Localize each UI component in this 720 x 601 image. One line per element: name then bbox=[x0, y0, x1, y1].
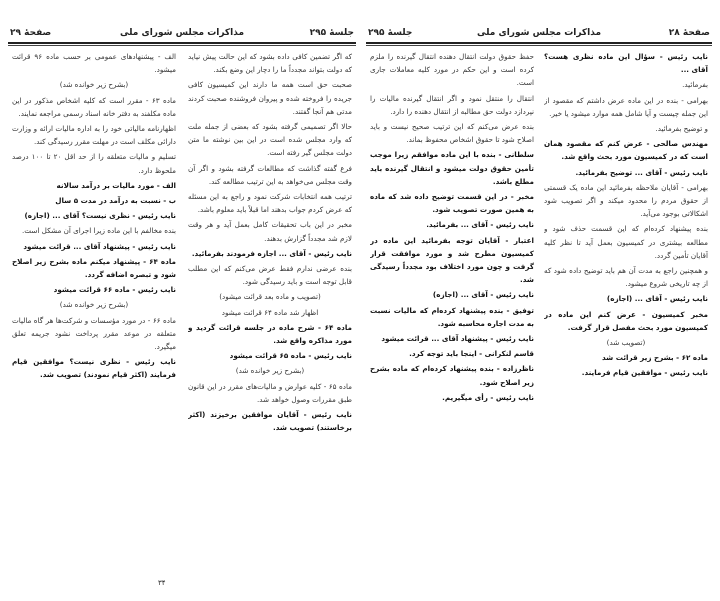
text-column-left bbox=[370, 50, 534, 593]
paragraph: بهرامی - آقایان ملاحظه بفرمائید این ماده یک قسمتی از حقوق مردم را محدود میکند و اگر تصویب شود اشکالاتی بوجود می‌آید. bbox=[544, 182, 708, 219]
text-column-left bbox=[12, 50, 176, 593]
paragraph: (تصویب شد) bbox=[606, 338, 646, 348]
speaker-paragraph: نایب رئیس - ماده ۶۵ قرائت میشود bbox=[229, 351, 352, 361]
speaker-paragraph: نایب رئیس - نظری نیست؟ آقای ... (اجازه) bbox=[24, 211, 176, 221]
text-column-right bbox=[188, 50, 352, 593]
paragraph: و همچنین راجع به مدت آن هم باید توضیح داده شود که از چه تاریخی شروع میشود. bbox=[544, 266, 708, 289]
session-number: جلسهٔ ۲۹۵ bbox=[368, 28, 413, 38]
paragraph: و توضیح بفرمائید. bbox=[655, 124, 708, 134]
paragraph: تسلیم و مالیات متعلقه را از حد اقل ۲۰ تا ۱۰۰ درصد ملحوظ دارد. bbox=[12, 152, 176, 175]
paragraph: بفرمائید. bbox=[682, 80, 708, 90]
paragraph: فرع گفته گذاشت که مطالعات گرفته بشود و اگر آن وقت مجلس می‌خواهد به این ترتیب مطالعه کند. bbox=[188, 163, 352, 186]
paragraph: ماده ۶۵ - کلیه عوارض و مالیات‌های مقرر در این قانون طبق مقررات وصول خواهد شد. bbox=[188, 381, 352, 404]
paragraph: بنده مخالفم با این ماده زیرا اجرای آن مشکل است. bbox=[22, 226, 176, 236]
speaker-paragraph: مخبر کمیسیون - عرض کنم این ماده در کمیسیون مورد بحث مفصل قرار گرفت. bbox=[544, 309, 708, 332]
paragraph: الف - پیشنهادهای عمومی بر حسب ماده ۹۶ قرائت میشود. bbox=[12, 52, 176, 75]
speaker-paragraph: اعتبار - آقایان توجه بفرمائید این ماده در کمیسیون مطرح شد و مورد موافقت قرار گرفت و چون مورد اختلاف بود مجدداً رسیدگی شد. bbox=[370, 235, 534, 285]
text-column-right bbox=[544, 50, 708, 593]
page-header bbox=[366, 28, 712, 42]
paragraph: بنده عرض می‌کنم که این ترتیب صحیح نیست و باید اصلاح شود تا حقوق اشخاص محفوظ بماند. bbox=[370, 122, 534, 145]
paragraph: بنده عرضی ندارم فقط عرض می‌کنم که این مطلب قابل توجه است و باید رسیدگی شود. bbox=[188, 264, 352, 287]
publication-title: مذاکرات مجلس شورای ملی bbox=[476, 28, 602, 38]
paragraph: صحبت حق است همه ما دارند این کمیسیون کافی جریده را فروخته شده و پیروان فروشنده صحبت کردند مدتی هم آنجا گفتند. bbox=[188, 80, 352, 116]
speaker-paragraph: مهندس صالحی - عرض کنم که مقصود همان است که در کمیسیون مورد بحث واقع شد. bbox=[544, 139, 708, 162]
paragraph: (بشرح زیر خوانده شد) bbox=[59, 80, 129, 90]
speaker-paragraph: نایب رئیس - آقای ... بفرمائید. bbox=[426, 220, 534, 230]
paragraph: (تصویب و ماده بعد قرائت میشود) bbox=[219, 292, 321, 302]
speaker-paragraph: نایب رئیس - آقایان موافقین برخیزند (اکثر برخاستند) تصویب شد. bbox=[188, 410, 352, 433]
speaker-paragraph: نایب رئیس - پیشنهاد آقای ... قرائت میشود bbox=[23, 241, 176, 251]
speaker-paragraph: نایب رئیس - آقای ... (اجازه) bbox=[606, 294, 708, 304]
speaker-paragraph: الف - مورد مالیات بر درآمد سالانه bbox=[56, 180, 176, 190]
header-rule bbox=[8, 42, 356, 46]
paragraph: حفظ حقوق دولت انتقال دهنده انتقال گیرنده را ملزم کرده است و این حکم در مورد کلیه معاملات جاری است. bbox=[370, 52, 534, 88]
left-page bbox=[8, 0, 356, 601]
speaker-paragraph: نایب رئیس - نظری نیست؟ موافقین قیام فرمایند (اکثر قیام نمودند) تصویب شد. bbox=[12, 357, 176, 380]
paragraph: اظهار شد ماده ۶۴ قرائت میشود bbox=[221, 307, 319, 317]
speaker-paragraph: ب - نسبت به درآمد در مدت ۵ سال bbox=[55, 196, 176, 206]
speaker-paragraph: نایب رئیس - پیشنهاد آقای ... قرائت میشود bbox=[381, 334, 534, 344]
session-number: جلسهٔ ۲۹۵ bbox=[309, 28, 354, 38]
page-number-header: صفحهٔ ۲۹ bbox=[10, 28, 52, 38]
paragraph: بهرامی - بنده در این ماده عرض داشتم که مقصود از این جمله چیست و آیا شامل همه موارد میشود یا خیر. bbox=[544, 95, 708, 118]
header-rule bbox=[366, 42, 712, 46]
paragraph: بنده پیشنهاد کرده‌ام که این قسمت حذف شود و مطالعه بیشتری در کمیسیون بعمل آید تا نظر کلیه آقایان تأمین گردد. bbox=[544, 224, 708, 260]
paragraph: (بشرح زیر خوانده شد) bbox=[59, 300, 129, 310]
speaker-paragraph: نایب رئیس - ماده ۶۶ قرائت میشود bbox=[53, 285, 176, 295]
paragraph: که اگر تضمین کافی داده بشود که این حالت پیش نیاید که دولت بتواند مجدداً ما را دچار این وضع بکند. bbox=[188, 52, 352, 75]
right-page bbox=[366, 0, 712, 601]
speaker-paragraph: نایب رئیس - موافقین قیام فرمایند. bbox=[581, 368, 708, 378]
page-footer-number: ۳۴ bbox=[158, 579, 166, 587]
paragraph: (بشرح زیر خوانده شد) bbox=[235, 366, 305, 376]
speaker-paragraph: نایب رئیس - رأی میگیریم. bbox=[442, 392, 534, 402]
speaker-paragraph: نایب رئیس - آقای ... توضیح بفرمائید. bbox=[575, 167, 708, 177]
paragraph: ماده ۶۳ - مقرر است که کلیه اشخاص مذکور در این ماده مکلفند به دفتر خانه اسناد رسمی مراجعه نمایند. bbox=[12, 95, 176, 118]
paragraph: ماده ۶۶ - در مورد مؤسسات و شرکت‌ها هر گاه مالیات متعلقه در موعد مقرر پرداخت نشود جریمه تعلق میگیرد. bbox=[12, 315, 176, 352]
paragraph: حالا اگر تصمیمی گرفته بشود که بعضی از جمله ملت که وارد مجلس شده است در این بین نوشته ما متن دولت مجلس گیر رفته است. bbox=[188, 122, 352, 158]
speaker-paragraph: نایب رئیس - آقای ... (اجازه) bbox=[432, 290, 534, 300]
speaker-paragraph: توفیق - بنده پیشنهاد کرده‌ام که مالیات نسبت به مدت اجاره محاسبه شود. bbox=[370, 305, 534, 328]
speaker-paragraph: قاسم لنکرانی - اینجا باید توجه کرد. bbox=[409, 349, 534, 359]
speaker-paragraph: نایب رئیس - آقای ... اجازه فرمودند بفرمائید. bbox=[191, 248, 352, 258]
speaker-paragraph: نایب رئیس - سؤال این ماده نظری هست؟ آقای ... bbox=[544, 52, 708, 75]
paragraph: انتقال را منتقل نمود و اگر انتقال گیرنده مالیات را نپردازد دولت حق مطالبه از انتقال دهنده را دارد. bbox=[370, 93, 534, 116]
paragraph: ترتیب همه انتخابات شرکت نمود و راجع به این مسئله که عرض کردم جواب بدهند اما قبلاً باید معلوم باشد. bbox=[188, 192, 352, 215]
paragraph: مخبر در این باب تحقیقات کامل بعمل آید و هر وقت لازم شد مجدداً گزارش بدهند. bbox=[188, 220, 352, 243]
page-header bbox=[8, 28, 356, 42]
publication-title: مذاکرات مجلس شورای ملی bbox=[119, 28, 245, 38]
speaker-paragraph: سلطانی - بنده با این ماده موافقم زیرا موجب تأمین حقوق دولت میشود و انتقال گیرنده باید مطلع باشد. bbox=[370, 150, 534, 186]
speaker-paragraph: ماده ۶۲ - بشرح زیر قرائت شد bbox=[601, 353, 708, 363]
speaker-paragraph: ناظرزاده - بنده پیشنهاد کرده‌ام که ماده بشرح زیر اصلاح شود. bbox=[370, 364, 534, 387]
speaker-paragraph: ماده ۶۴ - شرح ماده در جلسه قرائت گردید و مورد مذاکره واقع شد. bbox=[188, 322, 352, 346]
page-number-header: صفحهٔ ۲۸ bbox=[668, 28, 710, 38]
paragraph: اظهارنامه مالیاتی خود را به اداره مالیات ارائه و وزارت دارائی مکلف است در مهلت مقرر رسیدگی کند. bbox=[12, 124, 176, 147]
speaker-paragraph: ماده ۶۴ - پیشنهاد میکنم ماده بشرح زیر اصلاح شود و تبصره اضافه گردد. bbox=[12, 256, 176, 280]
speaker-paragraph: مخبر - در این قسمت توضیح داده شد که ماده به همین صورت تصویب شود. bbox=[370, 192, 534, 215]
